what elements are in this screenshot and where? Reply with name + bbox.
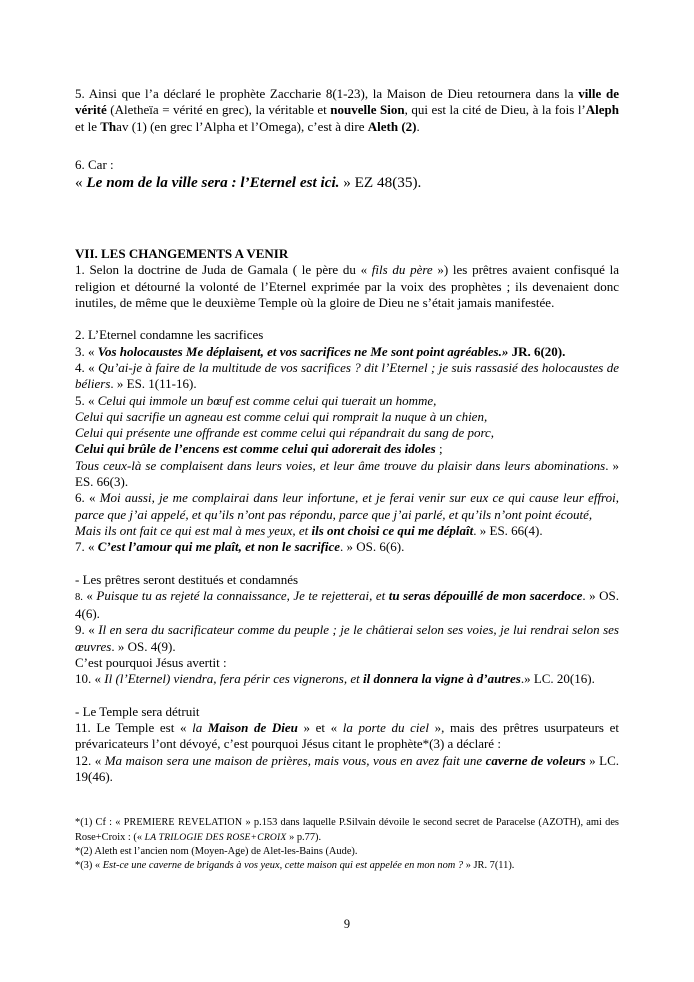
paragraph-5b-line3: [75, 425, 619, 441]
p12-quote: Ma maison sera une maison de prières, mais vous, vous en avez fait une: [104, 752, 486, 768]
paragraph-10: [75, 671, 619, 687]
p5-thav: Th: [100, 118, 117, 134]
paragraph-1: [75, 262, 619, 311]
paragraph-3: [75, 344, 619, 360]
paragraph-8: [75, 588, 619, 623]
p5-text-g: et le: [75, 118, 101, 134]
paragraph-2: 2. L’Eternel condamne les sacrifices: [75, 327, 264, 343]
p6b-num: 6. «: [75, 490, 100, 506]
p6b-quote2: Mais ils ont fait ce qui est mal à mes yeux, et: [75, 522, 312, 538]
p8-open: «: [82, 587, 97, 603]
p6-quote-text: Le nom de la ville sera : l’Eternel est ici.: [86, 174, 340, 192]
paragraph-7: [75, 539, 619, 555]
p5-text-e: , qui est la cité de Dieu, à la fois l’: [404, 102, 586, 118]
p10-quote: Il (l’Eternel) viendra, fera périr ces vignerons, et: [104, 671, 363, 687]
section-heading: VII. LES CHANGEMENTS A VENIR: [75, 246, 289, 262]
subheading-pretres: - Les prêtres seront destitués et condamnés: [75, 571, 299, 587]
p5-nouvelle-sion: nouvelle Sion: [330, 102, 405, 118]
p1-text-a: 1. Selon la doctrine de Juda de Gamala ( le père du «: [75, 262, 372, 278]
p6-quote-open: «: [75, 174, 87, 192]
spacer-after-p5: [75, 135, 619, 157]
p11-maison-de-dieu: Maison de Dieu: [207, 719, 298, 735]
p7-ref: . » OS. 6(6).: [340, 539, 405, 555]
paragraph-5b-line5: [75, 458, 619, 491]
p12-quote-bold: caverne de voleurs: [485, 752, 586, 768]
p5-aleph: Aleph: [585, 102, 619, 118]
p1-text-rest: ») les prêtres avaient confisqué la religion et détourné la volonté de l’Eternel exprimée par la voix des prophètes ; ils devenaient donc inutiles, de même que le deuxième Temple où la gloire de Dieu ne s’était jamais manifestée.: [75, 262, 619, 311]
spacer-before-heading: [75, 192, 619, 232]
p4-ref: . » ES. 1(11-16).: [110, 376, 197, 392]
p10-quote-bold: il donnera la vigne à d’autres: [362, 671, 521, 687]
p11-text-c: » et «: [297, 719, 343, 735]
footnote-3: [75, 859, 619, 873]
p1-fils-du-pere: fils du père: [371, 262, 433, 278]
fn1-la-trilogie: LA TRILOGIE DES ROSE+CROIX: [144, 831, 287, 843]
fn3-quote: Est-ce une caverne de brigands à vos yeux, cette maison qui est appelée en mon nom ?: [102, 860, 464, 872]
paragraph-12: [75, 753, 619, 786]
paragraph-5: [75, 86, 619, 135]
paragraph-11: [75, 720, 619, 753]
p10-num: 10. «: [75, 671, 105, 687]
p5b-line4-rest: ;: [435, 441, 443, 457]
p11-porte-du-ciel: la porte du ciel: [342, 719, 429, 735]
p7-quote: C’est l’amour qui me plaît, et non le sacrifice: [97, 539, 341, 555]
paragraph-9: [75, 622, 619, 655]
p9-quote: Il en sera du sacrificateur comme du peuple ; je le châtierai selon ses voies, je lui rendrai selon ses œuvres: [75, 622, 619, 654]
p5b-line1-text: Celui qui immole un bœuf est comme celui qui tuerait un homme,: [97, 392, 437, 408]
fn1-text-c: » p.77).: [286, 831, 322, 843]
paragraph-6-label: 6. Car :: [75, 156, 114, 172]
p11-la: la: [192, 719, 208, 735]
p8-ref: . » OS. 4(6).: [75, 587, 619, 622]
document-page: [75, 0, 619, 982]
paragraph-5b-line2: [75, 409, 619, 425]
spacer-before-footnotes: [75, 785, 619, 816]
fn1-text-b: » p.153 dans laquelle P.Silvain dévoile le second secret de Paracelse (AZOTH), ami des Rose+Croix : («: [75, 817, 619, 843]
paragraph-5b-line4: [75, 441, 619, 457]
paragraph-4: [75, 360, 619, 393]
spacer-before-heading-2: [75, 232, 619, 246]
p5b-line4-bold: Celui qui brûle de l’encens est comme celui qui adorerait des idoles: [75, 441, 436, 457]
p11-text-a: 11. Le Temple est «: [75, 719, 193, 735]
p8-quote: Puisque tu as rejeté la connaissance, Je te rejetterai, et: [96, 587, 389, 603]
spacer-after-p10: [75, 688, 619, 704]
p5-text-i: av (1) (en grec l’Alpha et l’Omega), c’est à dire: [116, 118, 368, 134]
p5b-line5-ref: . » ES. 66(3).: [75, 457, 619, 490]
spacer-after-p7: [75, 556, 619, 572]
p5-ville-de-verite: ville de vérité: [75, 86, 619, 118]
p6b-quote1: Moi aussi, je me complairai dans leur infortune, et je ferai venir sur eux ce qui cause leur effroi, parce que j’ai appelé, et qu’ils n’ont pas répondu, parce que j’ai parlé, et qu’ils n’ont point écouté,: [75, 490, 619, 522]
fn3-text-a: *(3) «: [75, 860, 103, 872]
p7-num: 7. «: [75, 539, 98, 555]
p4-num: 4. «: [75, 359, 99, 375]
p3-quote: Vos holocaustes Me déplaisent, et vos sacrifices ne Me sont point agréables.»: [97, 343, 509, 359]
p3-num: 3. «: [75, 343, 98, 359]
top-margin-spacer: [75, 0, 619, 86]
p6-quote-close: » EZ 48(35).: [339, 174, 422, 192]
spacer-after-p1: [75, 311, 619, 327]
p5b-line5-text: Tous ceux-là se complaisent dans leurs voies, et leur âme trouve du plaisir dans leurs abominations: [75, 457, 606, 473]
p5b-line2-text: Celui qui sacrifie un agneau est comme celui qui romprait la nuque à un chien,: [75, 408, 488, 424]
p10-ref: .» LC. 20(16).: [520, 671, 595, 687]
p9-num: 9. «: [75, 622, 99, 638]
p6b-quote2-ref: . » ES. 66(4).: [473, 522, 543, 538]
paragraph-6-quote: [75, 173, 619, 192]
p9-ref: . » OS. 4(9).: [111, 638, 176, 654]
paragraph-5b-line1: [75, 393, 619, 409]
page-number: 9: [343, 917, 351, 931]
p5-text-a: 5. Ainsi que l’a déclaré le prophète Zaccharie 8(1-23), la Maison de Dieu retournera dans la: [75, 86, 579, 101]
p5-text-k: .: [416, 118, 420, 134]
p11-text-e: », mais des prêtres usurpateurs et prévaricateurs l’ont dévoyé, c’est pourquoi Jésus citant le prophète*(3) a déclaré :: [75, 719, 619, 752]
footnote-1: [75, 816, 619, 845]
footnotes-block: [75, 816, 619, 874]
fn1-premiere-revelation: PREMIERE REVELATION: [123, 817, 243, 829]
p4-quote: Qu’ai-je à faire de la multitude de vos sacrifices ? dit l’Eternel ; je suis rassasié des holocaustes de béliers: [75, 359, 619, 392]
p8-quote-bold: tu seras dépouillé de mon sacerdoce: [388, 587, 583, 603]
p12-ref: » LC. 19(46).: [75, 752, 619, 784]
paragraph-9b: C’est pourquoi Jésus avertit :: [75, 655, 227, 671]
p8-num: 8.: [75, 591, 83, 603]
subheading-temple: - Le Temple sera détruit: [75, 703, 200, 719]
p6b-quote2-bold: ils ont choisi ce qui me déplaît: [311, 522, 474, 538]
p5-aleth: Aleth (2): [367, 118, 417, 134]
paragraph-6b-part2: [75, 523, 619, 539]
p12-num: 12. «: [75, 752, 105, 768]
p5-text-c: (Aletheïa = vérité en grec), la véritable et: [106, 102, 331, 118]
p5b-num: 5. «: [75, 392, 98, 408]
paragraph-6b-part1: [75, 490, 619, 523]
footnote-2: *(2) Aleth est l’ancien nom (Moyen-Age) de Alet-les-Bains (Aude).: [75, 845, 358, 857]
p5b-line3-text: Celui qui présente une offrande est comme celui qui répandrait du sang de porc,: [75, 425, 495, 441]
fn3-text-b: » JR. 7(11).: [463, 860, 515, 872]
p3-ref: JR. 6(20).: [508, 343, 566, 359]
fn1-text-a: *(1) Cf : «: [75, 817, 124, 829]
